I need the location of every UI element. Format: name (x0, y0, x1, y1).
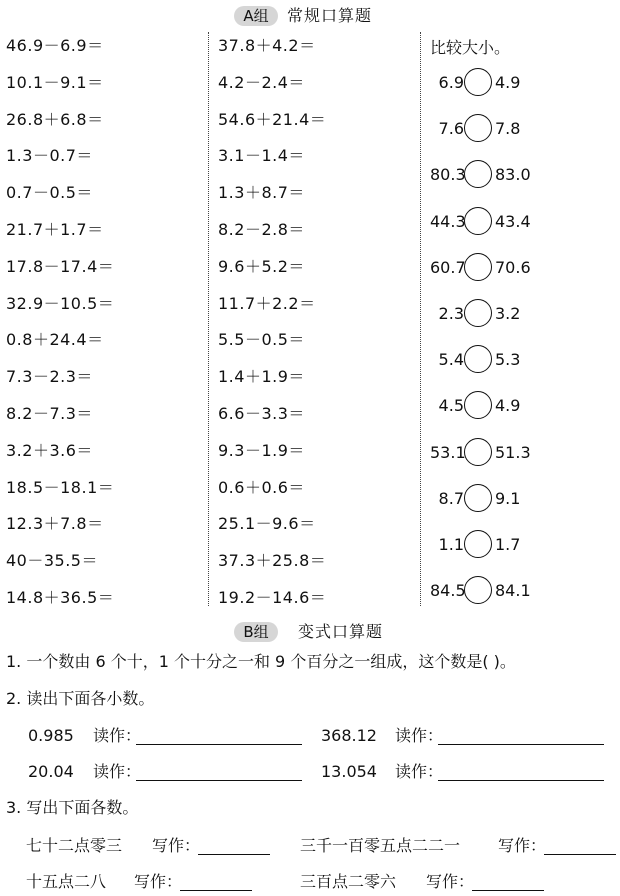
answer-blank[interactable] (136, 780, 302, 781)
q3-words: 三千一百零五点二二一 (300, 836, 461, 855)
arithmetic-problem: 21.7＋1.7＝ (6, 220, 104, 239)
arithmetic-problem: 0.6＋0.6＝ (218, 477, 305, 497)
arithmetic-problem: 6.6－3.3＝ (218, 404, 305, 423)
q2-number: 368.12 (321, 726, 377, 745)
compare-circle[interactable] (464, 484, 492, 512)
q3-label: 写作： (152, 836, 201, 855)
compare-right-value: 84.1 (495, 581, 531, 601)
compare-left-value: 6.9 (438, 73, 464, 92)
arithmetic-problem: 8.2－2.8＝ (218, 220, 305, 239)
arithmetic-problem: 9.6＋5.2＝ (218, 256, 305, 276)
compare-left-value: 44.3 (430, 211, 466, 231)
section-a-badge: A组 (234, 6, 278, 26)
q2-number: 0.985 (28, 726, 74, 745)
arithmetic-problem: 3.2＋3.6＝ (6, 440, 93, 460)
arithmetic-problem: 11.7＋2.2＝ (218, 293, 316, 313)
arithmetic-problem: 12.3＋7.8＝ (6, 514, 104, 534)
arithmetic-problem: 46.9－6.9＝ (6, 36, 104, 55)
q3-words: 十五点二八 (26, 872, 107, 891)
section-b-badge: B组 (234, 622, 278, 642)
arithmetic-problem: 1.3－0.7＝ (6, 146, 93, 166)
compare-title: 比较大小。 (430, 38, 511, 57)
compare-right-value: 43.4 (495, 211, 531, 231)
compare-left-value: 1.1 (438, 535, 464, 554)
arithmetic-problem: 0.8＋24.4＝ (6, 330, 104, 350)
answer-blank[interactable] (544, 854, 616, 855)
arithmetic-problem: 37.3＋25.8＝ (218, 551, 327, 571)
question-1: 1. 一个数由 6 个十，1 个十分之一和 9 个百分之一组成，这个数是( )。 (6, 652, 516, 671)
q2-label: 读作： (395, 726, 444, 745)
arithmetic-problem: 14.8＋36.5＝ (6, 588, 115, 607)
answer-blank[interactable] (180, 890, 252, 891)
compare-right-value: 51.3 (495, 442, 531, 462)
arithmetic-problem: 32.9－10.5＝ (6, 293, 115, 313)
compare-right-value: 70.6 (495, 257, 531, 277)
arithmetic-problem: 9.3－1.9＝ (218, 440, 305, 460)
arithmetic-problem: 17.8－17.4＝ (6, 256, 115, 276)
q2-number: 20.04 (28, 762, 74, 781)
compare-right-value: 3.2 (495, 304, 521, 323)
compare-right-value: 4.9 (495, 73, 521, 92)
arithmetic-problem: 25.1－9.6＝ (218, 514, 316, 534)
arithmetic-problem: 0.7－0.5＝ (6, 183, 93, 203)
compare-left-value: 2.3 (438, 304, 464, 323)
arithmetic-problem: 8.2－7.3＝ (6, 404, 93, 423)
answer-blank[interactable] (438, 780, 604, 781)
q2-label: 读作： (93, 762, 142, 781)
answer-blank[interactable] (438, 744, 604, 745)
compare-circle[interactable] (464, 68, 492, 96)
arithmetic-problem: 3.1－1.4＝ (218, 146, 305, 166)
q3-words: 三百点二零六 (300, 872, 397, 891)
compare-circle[interactable] (464, 530, 492, 558)
compare-circle[interactable] (464, 253, 492, 281)
arithmetic-problem: 1.3＋8.7＝ (218, 183, 305, 203)
q3-label: 写作： (134, 872, 183, 891)
arithmetic-problem: 26.8＋6.8＝ (6, 109, 104, 129)
compare-left-value: 8.7 (438, 488, 464, 508)
compare-right-value: 4.9 (495, 396, 521, 416)
compare-right-value: 5.3 (495, 350, 521, 370)
compare-right-value: 1.7 (495, 535, 521, 554)
answer-blank[interactable] (198, 854, 270, 855)
compare-right-value: 9.1 (495, 488, 521, 508)
arithmetic-problem: 19.2－14.6＝ (218, 588, 327, 607)
question-3: 3. 写出下面各数。 (6, 798, 139, 817)
compare-left-value: 53.1 (430, 442, 466, 462)
compare-circle[interactable] (464, 114, 492, 142)
compare-left-value: 80.3 (430, 165, 466, 185)
q3-label: 写作： (426, 872, 475, 891)
arithmetic-problem: 37.8＋4.2＝ (218, 36, 316, 55)
arithmetic-problem: 5.5－0.5＝ (218, 330, 305, 350)
compare-left-value: 84.5 (430, 581, 466, 601)
section-a-title: 常规口算题 (287, 6, 373, 25)
compare-circle[interactable] (464, 207, 492, 235)
section-a-header (0, 4, 620, 28)
section-b-header (0, 620, 620, 644)
arithmetic-problem: 1.4＋1.9＝ (218, 367, 305, 387)
arithmetic-problem: 40－35.5＝ (6, 551, 98, 571)
arithmetic-problem: 10.1－9.1＝ (6, 72, 104, 92)
compare-left-value: 60.7 (430, 257, 466, 277)
arithmetic-problem: 7.3－2.3＝ (6, 367, 93, 387)
column-divider (420, 32, 421, 606)
question-2: 2. 读出下面各小数。 (6, 689, 155, 708)
compare-left-value: 7.6 (438, 119, 464, 139)
answer-blank[interactable] (472, 890, 544, 891)
arithmetic-problem: 54.6＋21.4＝ (218, 109, 327, 129)
compare-circle[interactable] (464, 160, 492, 188)
q3-words: 七十二点零三 (26, 836, 123, 855)
q2-label: 读作： (93, 726, 142, 745)
compare-left-value: 5.4 (438, 350, 464, 370)
arithmetic-problem: 4.2－2.4＝ (218, 72, 305, 92)
q2-label: 读作： (395, 762, 444, 781)
compare-circle[interactable] (464, 438, 492, 466)
arithmetic-problem: 18.5－18.1＝ (6, 477, 115, 497)
compare-circle[interactable] (464, 345, 492, 373)
answer-blank[interactable] (136, 744, 302, 745)
column-divider (208, 32, 209, 606)
compare-left-value: 4.5 (438, 396, 464, 416)
compare-circle[interactable] (464, 391, 492, 419)
q3-label: 写作： (498, 836, 547, 855)
compare-circle[interactable] (464, 576, 492, 604)
section-b-title: 变式口算题 (298, 622, 384, 641)
q2-number: 13.054 (321, 762, 377, 781)
compare-right-value: 7.8 (495, 119, 521, 139)
compare-right-value: 83.0 (495, 165, 531, 185)
compare-circle[interactable] (464, 299, 492, 327)
